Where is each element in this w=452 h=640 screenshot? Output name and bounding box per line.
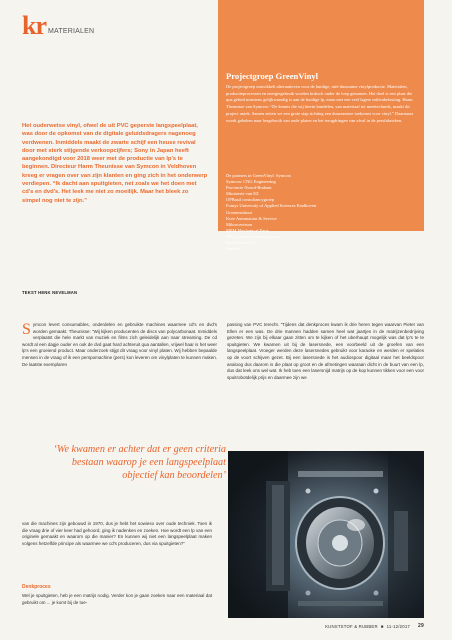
subheading: Denkproces xyxy=(22,584,51,590)
magazine-name: KUNSTSTOF & RUBBER xyxy=(325,623,378,629)
partner-list-item: PEG-polymer research group xyxy=(226,233,279,239)
body-text-3: van die machines zijn gebouwd in 1970, dus je hebt het sowieso over oude techniek. Toen ik die vraag drie of vier keer had gehoord, ging ik nadenken en zoeken. Hoe wordt een lp van een originele gemaakt en waarom op die manier? En kunnen wij niet een langspeelplaat maken volgens hetzelfde principe als waarmee we cd's produceren, dus via spuitgieten?” xyxy=(22,521,212,546)
footer-separator: ■ xyxy=(380,623,384,629)
body-column-lower xyxy=(22,521,212,547)
partner-list-item: Mikrocentrum xyxy=(226,221,252,227)
partner-list-item: OPBasil consultancygroep xyxy=(226,197,274,203)
partner-list-item: Provincie Noord-Brabant xyxy=(226,185,272,191)
page-number: 29 xyxy=(418,623,424,629)
partner-list-item: Groeninstituut xyxy=(226,209,252,215)
partner-list-item: Symcon xyxy=(226,246,241,252)
body-text-2: passing van PVC terecht. “Tijdens dat denkproces kwam ik drie heren tegen waarvan Pieter van Ellen er een was. De drie mannen hadden samen heel wat jaartjes in de matrijzenbedrijving gezeten. We zijn bij elkaar gaan zitten om te kijken of het uberhaupt mogelijk was dat lp's te te spuitgieten. We kwamen uit bij de lasersnede, een voorbeeld uit de groefen van een langspeelplaat. Vroeger werden deze lasersnedes gebruikt voor karaoke en werden er spelaties op de voort schijven gezet. Bij een lasersnede is het audiospoor digitaal maar het beeldspoor analoog dus daarom is die plaat op groot en de afmetingen waaraan dicht in de buurt van een lp, dus dat leek ons wel wat. Ik heb toen een lasersnijd matrijs op de kop kunnen tikken voor een voor spuitrobotdelijk prijs en daarmee zijn we xyxy=(227,322,424,380)
sidebar-text: De projectgroep ontwikkelt alternatieven voor de huidige, niet-duurzame vinylproductie. Materialen, productieprocessen en energiegebruik worden kritisch onder de loep genomen. Het doel is een plaat die qua geluid minstens gelijkwaardig is aan de huidige lp, maar met een veel lagere milieubelasting. Harm Theunisse van Symcon: “De kennis die wij hierin bundelen, van materiaal tot meettechniek, maakt dit project uniek. Samen zetten we een grote stap richting een duurzamere toekomst voor vinyl.” Daarnaast wordt gekeken naar hergebruik van oude platen en het terugdringen van afval in de persfabrieken. xyxy=(226,84,413,123)
body-column-bottom xyxy=(22,593,212,606)
magazine-logo xyxy=(22,11,95,40)
logo-mark: kr xyxy=(22,11,46,40)
partner-list-item: Kore Automation & Service xyxy=(226,215,277,221)
partner-list-item: Symcon: CNG Engineering xyxy=(226,179,276,185)
partner-list-item: Ministerie van EZ xyxy=(226,191,259,197)
body-text-1: ymcon levert consumables, onderdelen en gebruikte machines waarmee cd's en dvd's worden gemaakt. Theunisse: “Wij kijken producenten de discs van polycarbonaat. Inmiddels verplaatst die hele markt van muziek en films zich geleidelijk aan naar streaming. De cd wordt al een dagje ouder en ook de dvd gaat hard achteruit qua aantallen, vrijwel haar is het weer lp's een groeiend product. Maar onderzoek stijgt dit vraag voor vinyl platen. Wij hebben bepaalde mensen in de vraag of ik een perspomachine (pers) kon leveren om vinylplaten te kunnen maken. De laatste exemplaren xyxy=(22,322,217,367)
body-column-left xyxy=(22,322,217,368)
author-credit: TEKST HENK NEVELMAN xyxy=(22,290,78,295)
page-footer xyxy=(230,623,424,629)
section-label: MATERIALEN xyxy=(48,28,95,35)
issue-number: 11-12/2017 xyxy=(386,623,411,629)
partner-list xyxy=(226,173,416,252)
body-text-4: Wel je spuitgieten, heb je een matrijs nodig. Verder kon je gaan zoeken naar een materiaal dat gebruikt om ... je komt bij de toe- xyxy=(22,593,212,605)
lead-paragraph: Het ouderwetse vinyl, ofwel de uit PVC geperste langspeelplaat, was door de opkomst van de digitale geluidsdragers nagenoeg verdwenen. Inmiddels maakt de zwarte schijf een heuse revival door met sterk stijgende verkoopcijfers; Sony in Japan heeft aangekondigd voor 2018 weer met de productie van lp's te beginnen. Directeur Harm Theunisse van Symcon in Veldhoven kreeg er vragen over van zijn klanten en ging zich in het onderwerp verdiepen. “Ik dacht aan spuitgieten, net zoals we het doen met cd's en dvd's. Het leek me niet zo moeilijk. Maar het bleek zo simpel nog niet te zijn.” xyxy=(22,123,208,204)
partner-list-item: De partners in GreenVinyl: Symcon xyxy=(226,173,291,178)
pull-quote: ‘We kwamen er achter dat er geen criteria bestaan waarop je een langspeelplaat objectief kan beoordelen’ xyxy=(53,444,226,482)
sidebar-title: Projectgroep GreenVinyl xyxy=(226,71,319,81)
body-column-right xyxy=(227,322,424,381)
partner-list-item: Fontys University of Applied Sciences Eindhoven xyxy=(226,203,317,209)
drop-cap: S xyxy=(22,321,31,338)
machine-photo xyxy=(228,451,424,618)
partner-list-item: MPM Mechanical Parts xyxy=(226,227,269,233)
machine-photo-illustration xyxy=(228,451,424,618)
partner-list-item: Record Industry xyxy=(226,240,256,246)
